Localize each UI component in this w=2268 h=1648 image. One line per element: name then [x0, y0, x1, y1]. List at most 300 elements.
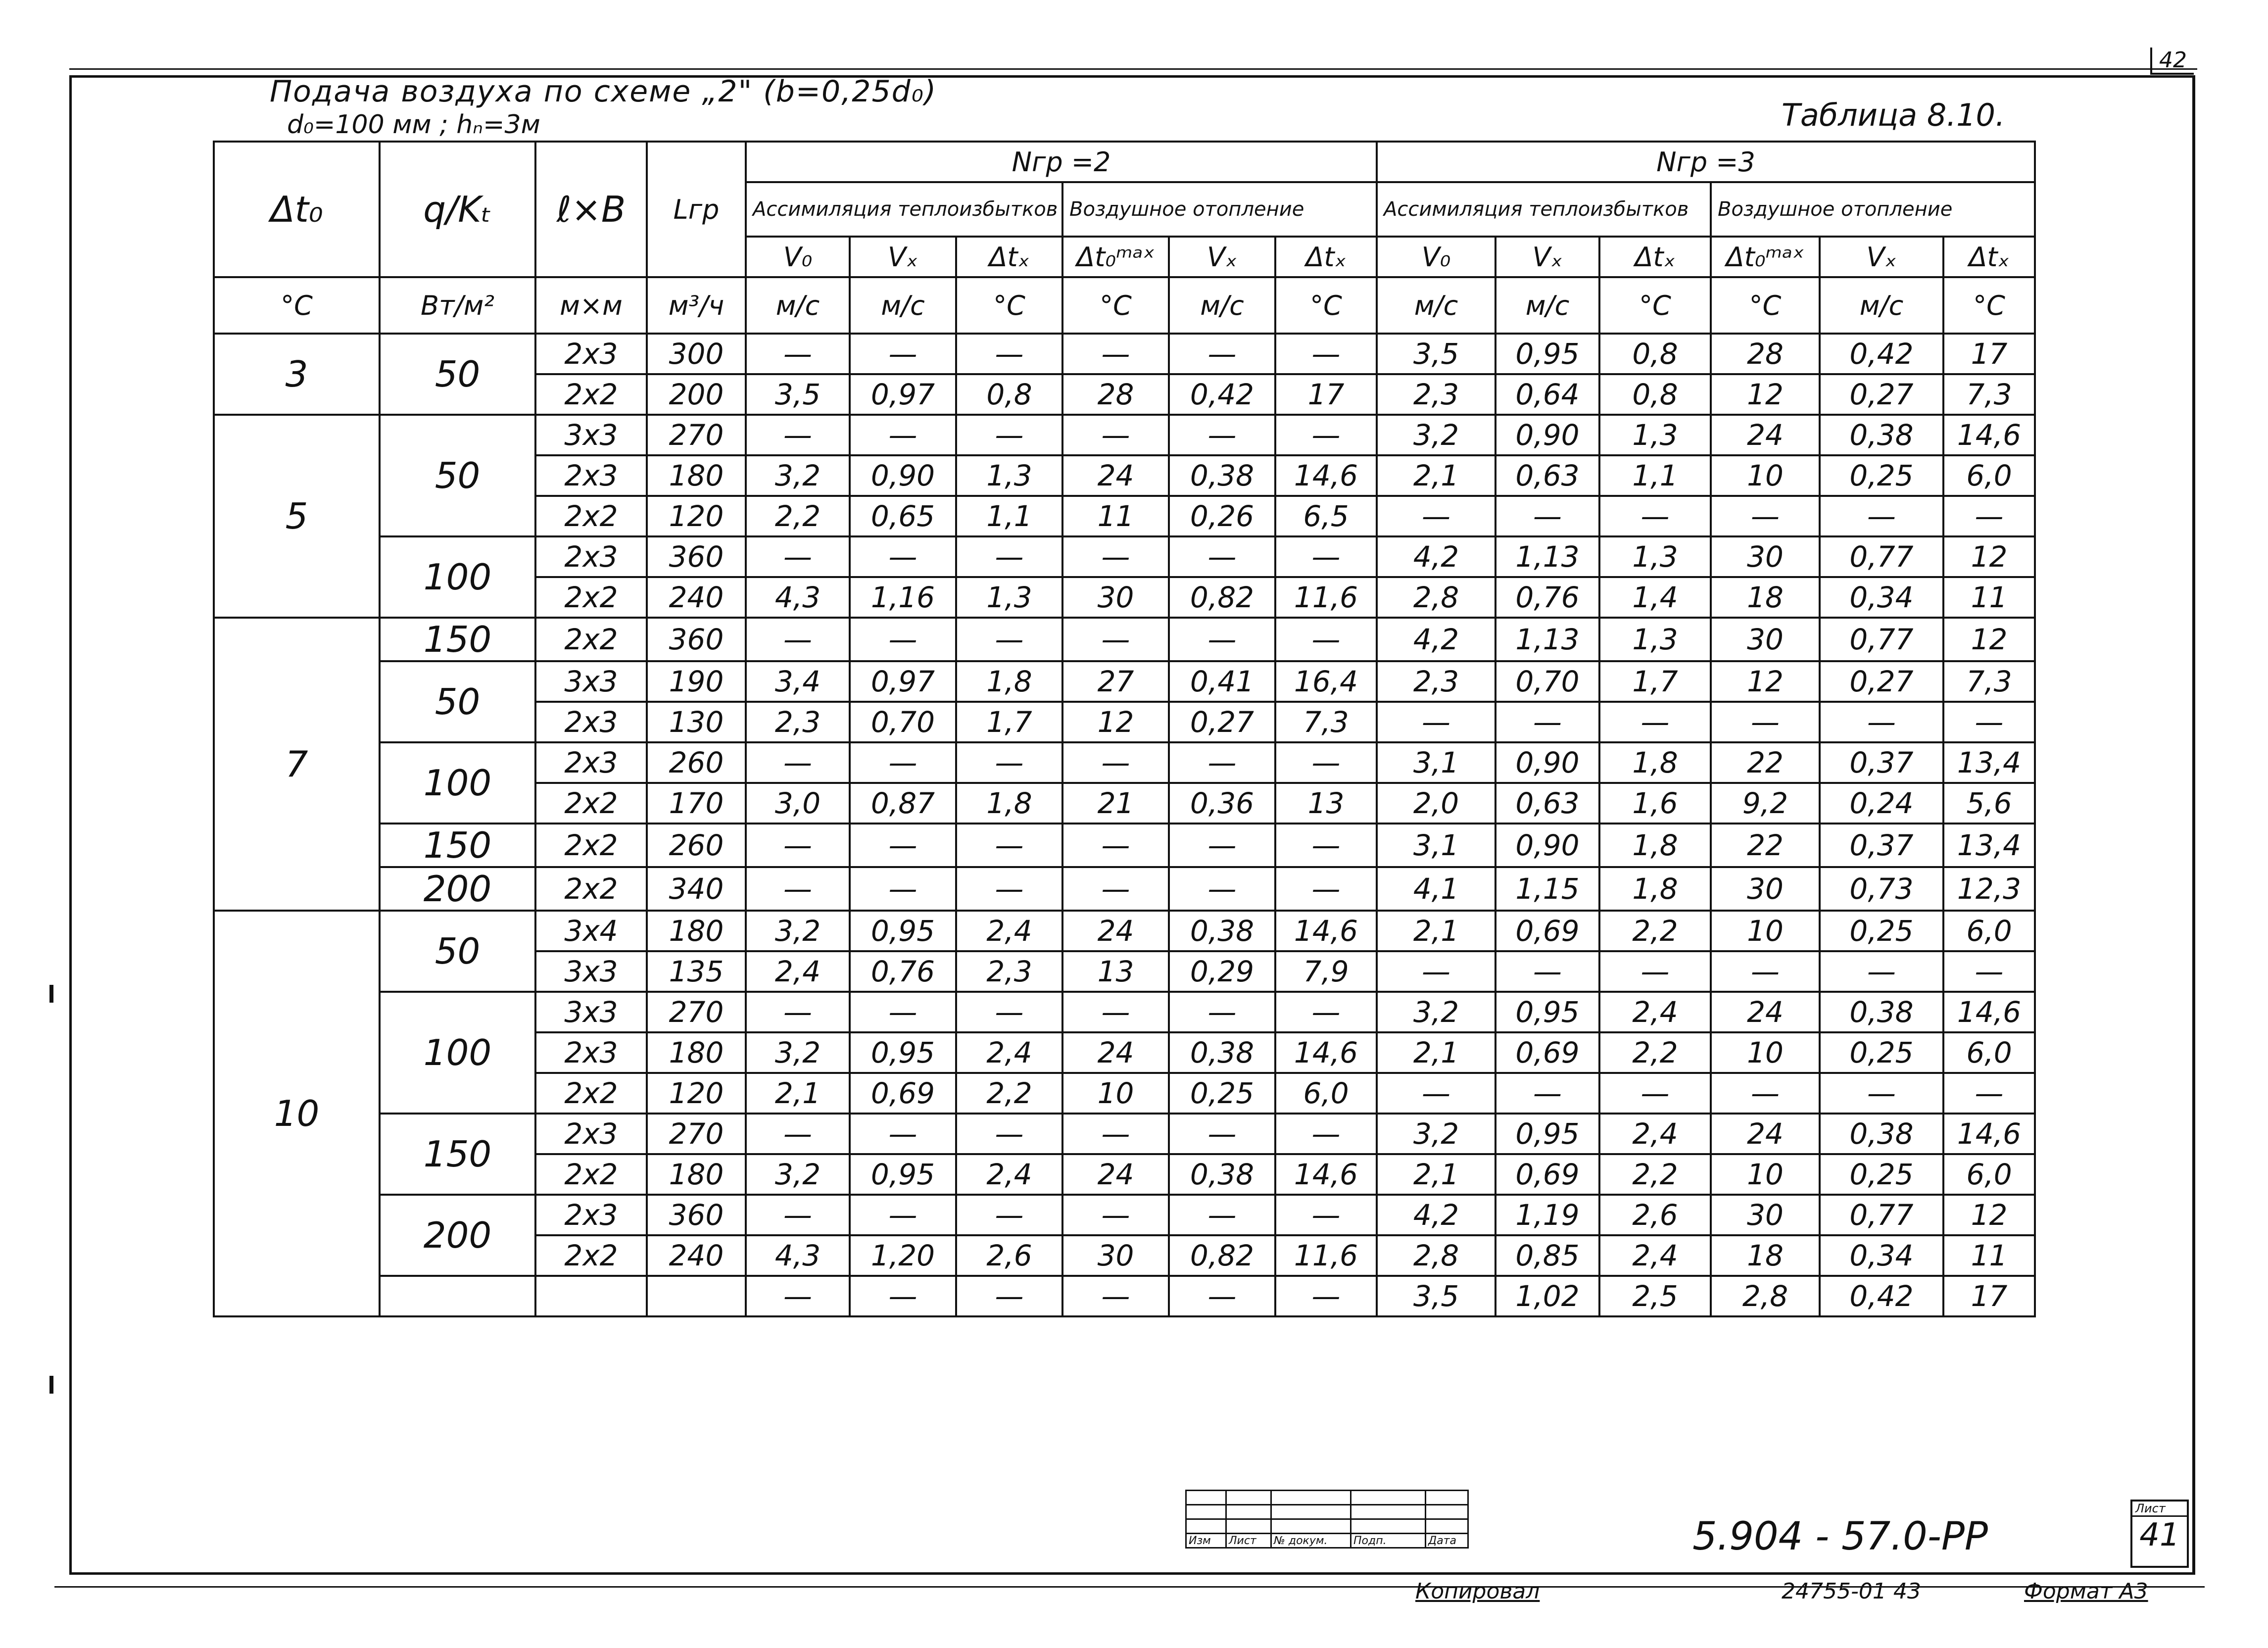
- n3-dt0max-cell: 9,2: [1711, 783, 1820, 824]
- n2-v0-cell: —: [746, 536, 850, 577]
- n3-v0-cell: 2,8: [1377, 577, 1496, 618]
- n2-vx-cell: 0,70: [850, 702, 956, 742]
- n2-dtx2-cell: —: [1275, 1195, 1377, 1235]
- n2-dtx-cell: —: [956, 536, 1062, 577]
- n2-vx2-cell: —: [1169, 334, 1275, 374]
- n3-dtx-cell: 2,4: [1599, 992, 1711, 1032]
- n3-dtx2-cell: 17: [1943, 1276, 2035, 1316]
- n2-vx-cell: 0,97: [850, 374, 956, 415]
- n2-dtx-cell: 0,8: [956, 374, 1062, 415]
- n3-vx2-cell: 0,77: [1820, 1195, 1943, 1235]
- n3-dtx-cell: 1,8: [1599, 867, 1711, 911]
- n3-vx2-cell: 0,77: [1820, 618, 1943, 661]
- unit-ms: м/с: [850, 277, 956, 334]
- n2-vx-cell: —: [850, 1276, 956, 1316]
- n3-v0-cell: 2,1: [1377, 455, 1496, 496]
- n2-dtx-cell: —: [956, 824, 1062, 867]
- n2-dt0max-cell: 27: [1062, 661, 1169, 702]
- n2-dtx2-cell: 7,9: [1275, 951, 1377, 992]
- n3-vx-cell: 0,76: [1496, 577, 1599, 618]
- n3-dtx2-cell: 12: [1943, 536, 2035, 577]
- n2-dtx-cell: 2,6: [956, 1235, 1062, 1276]
- unit-ms: м/с: [746, 277, 850, 334]
- n2-dtx-cell: —: [956, 415, 1062, 455]
- n2-dt0max-cell: —: [1062, 1114, 1169, 1154]
- sheet-label: Лист: [2132, 1502, 2187, 1517]
- n2-v0-cell: 3,5: [746, 374, 850, 415]
- n3-dtx-cell: 0,8: [1599, 334, 1711, 374]
- n3-v0-cell: 3,1: [1377, 742, 1496, 783]
- n3-dt0max-cell: 28: [1711, 334, 1820, 374]
- n2-dt0max-cell: —: [1062, 334, 1169, 374]
- qk-cell: [380, 1276, 535, 1316]
- n3-dtx2-cell: 7,3: [1943, 374, 2035, 415]
- n2-dt0max-cell: —: [1062, 415, 1169, 455]
- lxb-cell: 2x3: [535, 1114, 647, 1154]
- sheet-box: [2130, 1500, 2189, 1568]
- col-dt0-header: Δt₀: [214, 142, 380, 277]
- n2-dtx-cell: 1,7: [956, 702, 1062, 742]
- n3-dt0max-cell: 12: [1711, 374, 1820, 415]
- lgr-cell: 130: [647, 702, 746, 742]
- qk-cell: 50: [380, 661, 535, 742]
- n2-vx2-cell: —: [1169, 992, 1275, 1032]
- col-qk-header: q/Kₜ: [380, 142, 535, 277]
- n3-v0-cell: 3,2: [1377, 1114, 1496, 1154]
- qk-cell: 150: [380, 824, 535, 867]
- table-row: [214, 415, 2035, 455]
- n2-v0-cell: —: [746, 415, 850, 455]
- n3-vx-cell: 1,19: [1496, 1195, 1599, 1235]
- n3-v0-cell: 3,5: [1377, 334, 1496, 374]
- lxb-cell: 2x3: [535, 1195, 647, 1235]
- lxb-cell: 3x3: [535, 951, 647, 992]
- n3-v0-cell: 4,2: [1377, 536, 1496, 577]
- n2-dtx2-cell: —: [1275, 1114, 1377, 1154]
- n2-dtx-cell: —: [956, 742, 1062, 783]
- n2-dt0max-cell: 24: [1062, 1154, 1169, 1195]
- qk-cell: 100: [380, 536, 535, 618]
- n3-vx2-cell: 0,38: [1820, 1114, 1943, 1154]
- n3-dtx-cell: —: [1599, 1073, 1711, 1114]
- n3-v0-cell: 3,5: [1377, 1276, 1496, 1316]
- n3-vx-cell: 0,63: [1496, 455, 1599, 496]
- n3-dt0max-cell: 18: [1711, 577, 1820, 618]
- n2-v0-cell: 2,1: [746, 1073, 850, 1114]
- n3-dtx2-cell: 12: [1943, 1195, 2035, 1235]
- n3-vx-cell: —: [1496, 951, 1599, 992]
- n3-dtx-cell: 1,1: [1599, 455, 1711, 496]
- n3-dtx2-cell: 5,6: [1943, 783, 2035, 824]
- n2-vx2-cell: 0,29: [1169, 951, 1275, 992]
- n3-v0-cell: 2,1: [1377, 1032, 1496, 1073]
- n3-dt0max-cell: 30: [1711, 867, 1820, 911]
- stamp-list: Лист: [1226, 1534, 1271, 1548]
- n3-assim-header: Ассимиляция теплоизбытков: [1377, 182, 1711, 237]
- n3-dt0max-cell: 22: [1711, 742, 1820, 783]
- n2-vx2-cell: 0,42: [1169, 374, 1275, 415]
- n3-v0-cell: 4,1: [1377, 867, 1496, 911]
- n3-v0-cell: 2,1: [1377, 911, 1496, 951]
- table-row: [214, 742, 2035, 783]
- lgr-cell: 300: [647, 334, 746, 374]
- n2-dtx-cell: —: [956, 1114, 1062, 1154]
- n2-v0-cell: —: [746, 1114, 850, 1154]
- n2-dtx-cell: 2,4: [956, 911, 1062, 951]
- n3-dt0max-cell: 10: [1711, 1032, 1820, 1073]
- unit-degc: °C: [956, 277, 1062, 334]
- n3-vx-header: Vₓ: [1496, 237, 1599, 277]
- lxb-cell: 2x2: [535, 824, 647, 867]
- n2-dtx2-cell: 6,0: [1275, 1073, 1377, 1114]
- qk-cell: 100: [380, 742, 535, 824]
- table-row: [214, 911, 2035, 951]
- lgr-cell: 120: [647, 1073, 746, 1114]
- lgr-cell: 240: [647, 1235, 746, 1276]
- n2-vx2-cell: —: [1169, 415, 1275, 455]
- n3-v0-cell: —: [1377, 951, 1496, 992]
- n3-vx2-header: Vₓ: [1820, 237, 1943, 277]
- n2-vx-cell: —: [850, 867, 956, 911]
- n2-dtx-cell: 1,3: [956, 455, 1062, 496]
- n3-dt0max-header: Δt₀ᵐᵃˣ: [1711, 237, 1820, 277]
- n3-dt0max-cell: 24: [1711, 415, 1820, 455]
- n3-vx2-cell: 0,38: [1820, 415, 1943, 455]
- n3-vx-cell: 0,69: [1496, 911, 1599, 951]
- n3-dtx2-cell: —: [1943, 1073, 2035, 1114]
- n2-vx2-cell: 0,41: [1169, 661, 1275, 702]
- lxb-cell: 2x2: [535, 577, 647, 618]
- lxb-cell: 2x2: [535, 374, 647, 415]
- n3-vx2-cell: 0,34: [1820, 1235, 1943, 1276]
- qk-cell: 150: [380, 618, 535, 661]
- lgr-cell: 360: [647, 618, 746, 661]
- unit-ms: м/с: [1820, 277, 1943, 334]
- n3-dtx2-cell: 11: [1943, 577, 2035, 618]
- n3-dtx2-cell: 11: [1943, 1235, 2035, 1276]
- n3-dtx-cell: —: [1599, 951, 1711, 992]
- unit-degc: °C: [1711, 277, 1820, 334]
- col-lxb-header: ℓ×B: [535, 142, 647, 277]
- n2-v0-cell: 3,0: [746, 783, 850, 824]
- n3-dtx-cell: 2,2: [1599, 911, 1711, 951]
- n2-dtx2-cell: 14,6: [1275, 455, 1377, 496]
- n3-dtx2-cell: 13,4: [1943, 742, 2035, 783]
- n2-vx-cell: 0,95: [850, 1154, 956, 1195]
- lxb-cell: 2x3: [535, 1032, 647, 1073]
- n3-vx-cell: 0,85: [1496, 1235, 1599, 1276]
- n2-dt0max-cell: 24: [1062, 1032, 1169, 1073]
- n2-v0-cell: 2,2: [746, 496, 850, 536]
- n2-vx-cell: —: [850, 415, 956, 455]
- n2-dtx-cell: 1,3: [956, 577, 1062, 618]
- dt0-cell: 5: [214, 415, 380, 618]
- n2-vx-cell: 1,20: [850, 1235, 956, 1276]
- n3-dtx-cell: —: [1599, 702, 1711, 742]
- n3-vx2-cell: 0,27: [1820, 374, 1943, 415]
- n3-v0-cell: 3,1: [1377, 824, 1496, 867]
- stamp-izm: Изм: [1186, 1534, 1226, 1548]
- n2-dt0max-cell: —: [1062, 824, 1169, 867]
- n2-v0-cell: 2,3: [746, 702, 850, 742]
- lxb-cell: 2x3: [535, 742, 647, 783]
- n3-vx-cell: 1,13: [1496, 536, 1599, 577]
- n3-dtx-cell: 2,2: [1599, 1154, 1711, 1195]
- n2-vx-cell: —: [850, 824, 956, 867]
- lgr-cell: 270: [647, 992, 746, 1032]
- n2-dtx2-cell: —: [1275, 742, 1377, 783]
- qk-cell: 200: [380, 867, 535, 911]
- lxb-cell: 2x2: [535, 783, 647, 824]
- n2-vx2-cell: —: [1169, 824, 1275, 867]
- n3-dt0max-cell: 18: [1711, 1235, 1820, 1276]
- n3-v0-cell: —: [1377, 702, 1496, 742]
- table-row: [214, 661, 2035, 702]
- n3-dt0max-cell: 12: [1711, 661, 1820, 702]
- n3-dt0max-cell: 24: [1711, 1114, 1820, 1154]
- n3-vx2-cell: 0,25: [1820, 455, 1943, 496]
- n2-dtx-header: Δtₓ: [956, 237, 1062, 277]
- title-block-grid: [1185, 1490, 1469, 1549]
- n2-vx2-cell: —: [1169, 867, 1275, 911]
- n3-vx-cell: 1,13: [1496, 618, 1599, 661]
- n2-v0-cell: —: [746, 1195, 850, 1235]
- dt0-cell: 10: [214, 911, 380, 1316]
- n2-vx-cell: 0,95: [850, 1032, 956, 1073]
- lxb-cell: 2x3: [535, 455, 647, 496]
- n2-v0-cell: 3,2: [746, 455, 850, 496]
- n2-dtx-cell: —: [956, 1195, 1062, 1235]
- n2-vx2-header: Vₓ: [1169, 237, 1275, 277]
- lgr-cell: 190: [647, 661, 746, 702]
- n2-vx-cell: —: [850, 334, 956, 374]
- n3-vx-cell: 0,95: [1496, 1114, 1599, 1154]
- unit-degc: °C: [1062, 277, 1169, 334]
- lxb-cell: 2x2: [535, 1154, 647, 1195]
- n3-dtx2-cell: 12,3: [1943, 867, 2035, 911]
- top-sheet-number: 42: [2150, 48, 2194, 75]
- n3-vx-cell: 0,70: [1496, 661, 1599, 702]
- n3-dtx-cell: 2,6: [1599, 1195, 1711, 1235]
- n2-dtx-cell: 2,3: [956, 951, 1062, 992]
- n2-vx-header: Vₓ: [850, 237, 956, 277]
- lxb-cell: 2x2: [535, 618, 647, 661]
- table-row: [214, 618, 2035, 661]
- n3-vx2-cell: —: [1820, 496, 1943, 536]
- n3-dtx-cell: 2,5: [1599, 1276, 1711, 1316]
- n2-v0-cell: 4,3: [746, 577, 850, 618]
- n2-vx2-cell: 0,26: [1169, 496, 1275, 536]
- col-lgr-header: Lгр: [647, 142, 746, 277]
- n3-vx-cell: 0,90: [1496, 742, 1599, 783]
- table-caption-line1: Подача воздуха по схеме „2" (b=0,25d₀): [270, 74, 937, 109]
- dt0-cell: 7: [214, 618, 380, 911]
- n3-vx-cell: 1,15: [1496, 867, 1599, 911]
- n2-v0-cell: 4,3: [746, 1235, 850, 1276]
- unit-lgr: м³/ч: [647, 277, 746, 334]
- n2-vx-cell: 0,76: [850, 951, 956, 992]
- n2-v0-cell: —: [746, 867, 850, 911]
- lgr-cell: 180: [647, 1154, 746, 1195]
- n3-dtx2-header: Δtₓ: [1943, 237, 2035, 277]
- n2-vx-cell: 0,87: [850, 783, 956, 824]
- n2-dtx2-cell: 14,6: [1275, 1032, 1377, 1073]
- n2-dt0max-cell: 10: [1062, 1073, 1169, 1114]
- n3-vx-cell: 1,02: [1496, 1276, 1599, 1316]
- n2-vx2-cell: 0,82: [1169, 577, 1275, 618]
- n3-vx2-cell: 0,37: [1820, 742, 1943, 783]
- lxb-cell: 2x2: [535, 1235, 647, 1276]
- n2-vx2-cell: 0,27: [1169, 702, 1275, 742]
- lxb-cell: 2x2: [535, 496, 647, 536]
- n3-dt0max-cell: 10: [1711, 455, 1820, 496]
- qk-cell: 50: [380, 334, 535, 415]
- n2-dtx-cell: —: [956, 334, 1062, 374]
- margin-tick: [49, 985, 53, 1003]
- n2-dtx-cell: —: [956, 1276, 1062, 1316]
- n3-vx-cell: 0,90: [1496, 824, 1599, 867]
- n3-dtx-cell: 0,8: [1599, 374, 1711, 415]
- document-number: 5.904 - 57.0-PP: [1692, 1514, 1988, 1559]
- lxb-cell: 2x2: [535, 1073, 647, 1114]
- n3-dtx-cell: 1,6: [1599, 783, 1711, 824]
- n2-v0-cell: 3,4: [746, 661, 850, 702]
- n3-dtx-header: Δtₓ: [1599, 237, 1711, 277]
- n2-v0-cell: —: [746, 824, 850, 867]
- n2-dtx2-header: Δtₓ: [1275, 237, 1377, 277]
- n2-dtx2-cell: —: [1275, 415, 1377, 455]
- lgr-cell: 360: [647, 536, 746, 577]
- n3-vx2-cell: 0,38: [1820, 992, 1943, 1032]
- n3-vx-cell: 0,69: [1496, 1032, 1599, 1073]
- n2-dt0max-cell: —: [1062, 1195, 1169, 1235]
- n3-vx-cell: 0,63: [1496, 783, 1599, 824]
- lxb-cell: 2x3: [535, 334, 647, 374]
- unit-lxb: м×м: [535, 277, 647, 334]
- table-row: [214, 824, 2035, 867]
- n2-dtx2-cell: 6,5: [1275, 496, 1377, 536]
- n3-dtx-cell: 1,8: [1599, 824, 1711, 867]
- n2-v0-cell: 3,2: [746, 911, 850, 951]
- lgr-cell: 360: [647, 1195, 746, 1235]
- n3-v0-cell: 2,0: [1377, 783, 1496, 824]
- n2-dtx2-cell: 14,6: [1275, 1154, 1377, 1195]
- n2-vx-cell: —: [850, 536, 956, 577]
- n3-dtx-cell: —: [1599, 496, 1711, 536]
- n3-dtx-cell: 2,4: [1599, 1235, 1711, 1276]
- n2-dt0max-cell: —: [1062, 536, 1169, 577]
- n2-dtx2-cell: 14,6: [1275, 911, 1377, 951]
- n2-dtx2-cell: 7,3: [1275, 702, 1377, 742]
- n2-vx2-cell: 0,38: [1169, 455, 1275, 496]
- n2-v0-cell: 3,2: [746, 1032, 850, 1073]
- n2-vx2-cell: 0,38: [1169, 1154, 1275, 1195]
- n3-v0-cell: —: [1377, 1073, 1496, 1114]
- n3-v0-header: V₀: [1377, 237, 1496, 277]
- n3-v0-cell: 3,2: [1377, 992, 1496, 1032]
- n2-dtx-cell: —: [956, 867, 1062, 911]
- n3-dt0max-cell: 30: [1711, 618, 1820, 661]
- n3-vx2-cell: 0,27: [1820, 661, 1943, 702]
- lgr-cell: 200: [647, 374, 746, 415]
- n3-dtx-cell: 1,3: [1599, 536, 1711, 577]
- table-row: [214, 1276, 2035, 1316]
- stamp-sign: Подп.: [1351, 1534, 1426, 1548]
- n2-vx-cell: 1,16: [850, 577, 956, 618]
- n2-v0-cell: —: [746, 992, 850, 1032]
- n2-dtx2-cell: —: [1275, 824, 1377, 867]
- margin-tick: [49, 1376, 53, 1394]
- n2-dtx-cell: —: [956, 992, 1062, 1032]
- n3-vx2-cell: —: [1820, 951, 1943, 992]
- n3-vx-cell: 0,64: [1496, 374, 1599, 415]
- n2-vx-cell: —: [850, 742, 956, 783]
- n2-vx2-cell: —: [1169, 1276, 1275, 1316]
- n3-dtx2-cell: 12: [1943, 618, 2035, 661]
- n2-dtx2-cell: —: [1275, 334, 1377, 374]
- n2-v0-cell: 2,4: [746, 951, 850, 992]
- n3-vx2-cell: 0,73: [1820, 867, 1943, 911]
- table-row: [214, 867, 2035, 911]
- n3-dt0max-cell: 30: [1711, 1195, 1820, 1235]
- n3-dt0max-cell: —: [1711, 496, 1820, 536]
- n2-dt0max-cell: 13: [1062, 951, 1169, 992]
- n2-dtx-cell: 2,2: [956, 1073, 1062, 1114]
- n2-vx-cell: 0,65: [850, 496, 956, 536]
- n2-dt0max-cell: 24: [1062, 911, 1169, 951]
- n2-vx-cell: 0,90: [850, 455, 956, 496]
- table-row: [214, 1195, 2035, 1235]
- lgr-cell: 180: [647, 911, 746, 951]
- unit-ms: м/с: [1496, 277, 1599, 334]
- n2-assim-header: Ассимиляция теплоизбытков: [746, 182, 1062, 237]
- n3-vx-cell: —: [1496, 496, 1599, 536]
- lxb-cell: 3x3: [535, 415, 647, 455]
- n3-dtx2-cell: 14,6: [1943, 1114, 2035, 1154]
- n3-vx2-cell: 0,42: [1820, 1276, 1943, 1316]
- n2-dt0max-cell: —: [1062, 618, 1169, 661]
- n3-dtx-cell: 2,4: [1599, 1114, 1711, 1154]
- n2-dtx-cell: 1,8: [956, 783, 1062, 824]
- n2-dt0max-header: Δt₀ᵐᵃˣ: [1062, 237, 1169, 277]
- n2-dt0max-cell: —: [1062, 992, 1169, 1032]
- n2-vx2-cell: 0,36: [1169, 783, 1275, 824]
- n3-vx2-cell: 0,25: [1820, 1154, 1943, 1195]
- n2-dt0max-cell: 24: [1062, 455, 1169, 496]
- n2-heating-header: Воздушное отопление: [1062, 182, 1377, 237]
- n3-vx2-cell: —: [1820, 1073, 1943, 1114]
- n3-vx2-cell: 0,25: [1820, 1032, 1943, 1073]
- lxb-cell: 3x3: [535, 661, 647, 702]
- n2-dtx2-cell: —: [1275, 867, 1377, 911]
- lgr-cell: [647, 1276, 746, 1316]
- qk-cell: 200: [380, 1195, 535, 1276]
- n2-vx2-cell: —: [1169, 536, 1275, 577]
- n2-vx-cell: —: [850, 1114, 956, 1154]
- n2-vx2-cell: —: [1169, 1195, 1275, 1235]
- n3-dtx2-cell: 14,6: [1943, 415, 2035, 455]
- n3-dt0max-cell: 2,8: [1711, 1276, 1820, 1316]
- n2-vx2-cell: —: [1169, 1114, 1275, 1154]
- n2-vx2-cell: 0,38: [1169, 1032, 1275, 1073]
- n2-dtx2-cell: —: [1275, 1276, 1377, 1316]
- n3-dtx2-cell: 17: [1943, 334, 2035, 374]
- n3-dt0max-cell: —: [1711, 951, 1820, 992]
- lxb-cell: 2x3: [535, 702, 647, 742]
- n2-dtx2-cell: 11,6: [1275, 1235, 1377, 1276]
- format-label: Формат А3: [2024, 1579, 2148, 1604]
- n2-dt0max-cell: —: [1062, 1276, 1169, 1316]
